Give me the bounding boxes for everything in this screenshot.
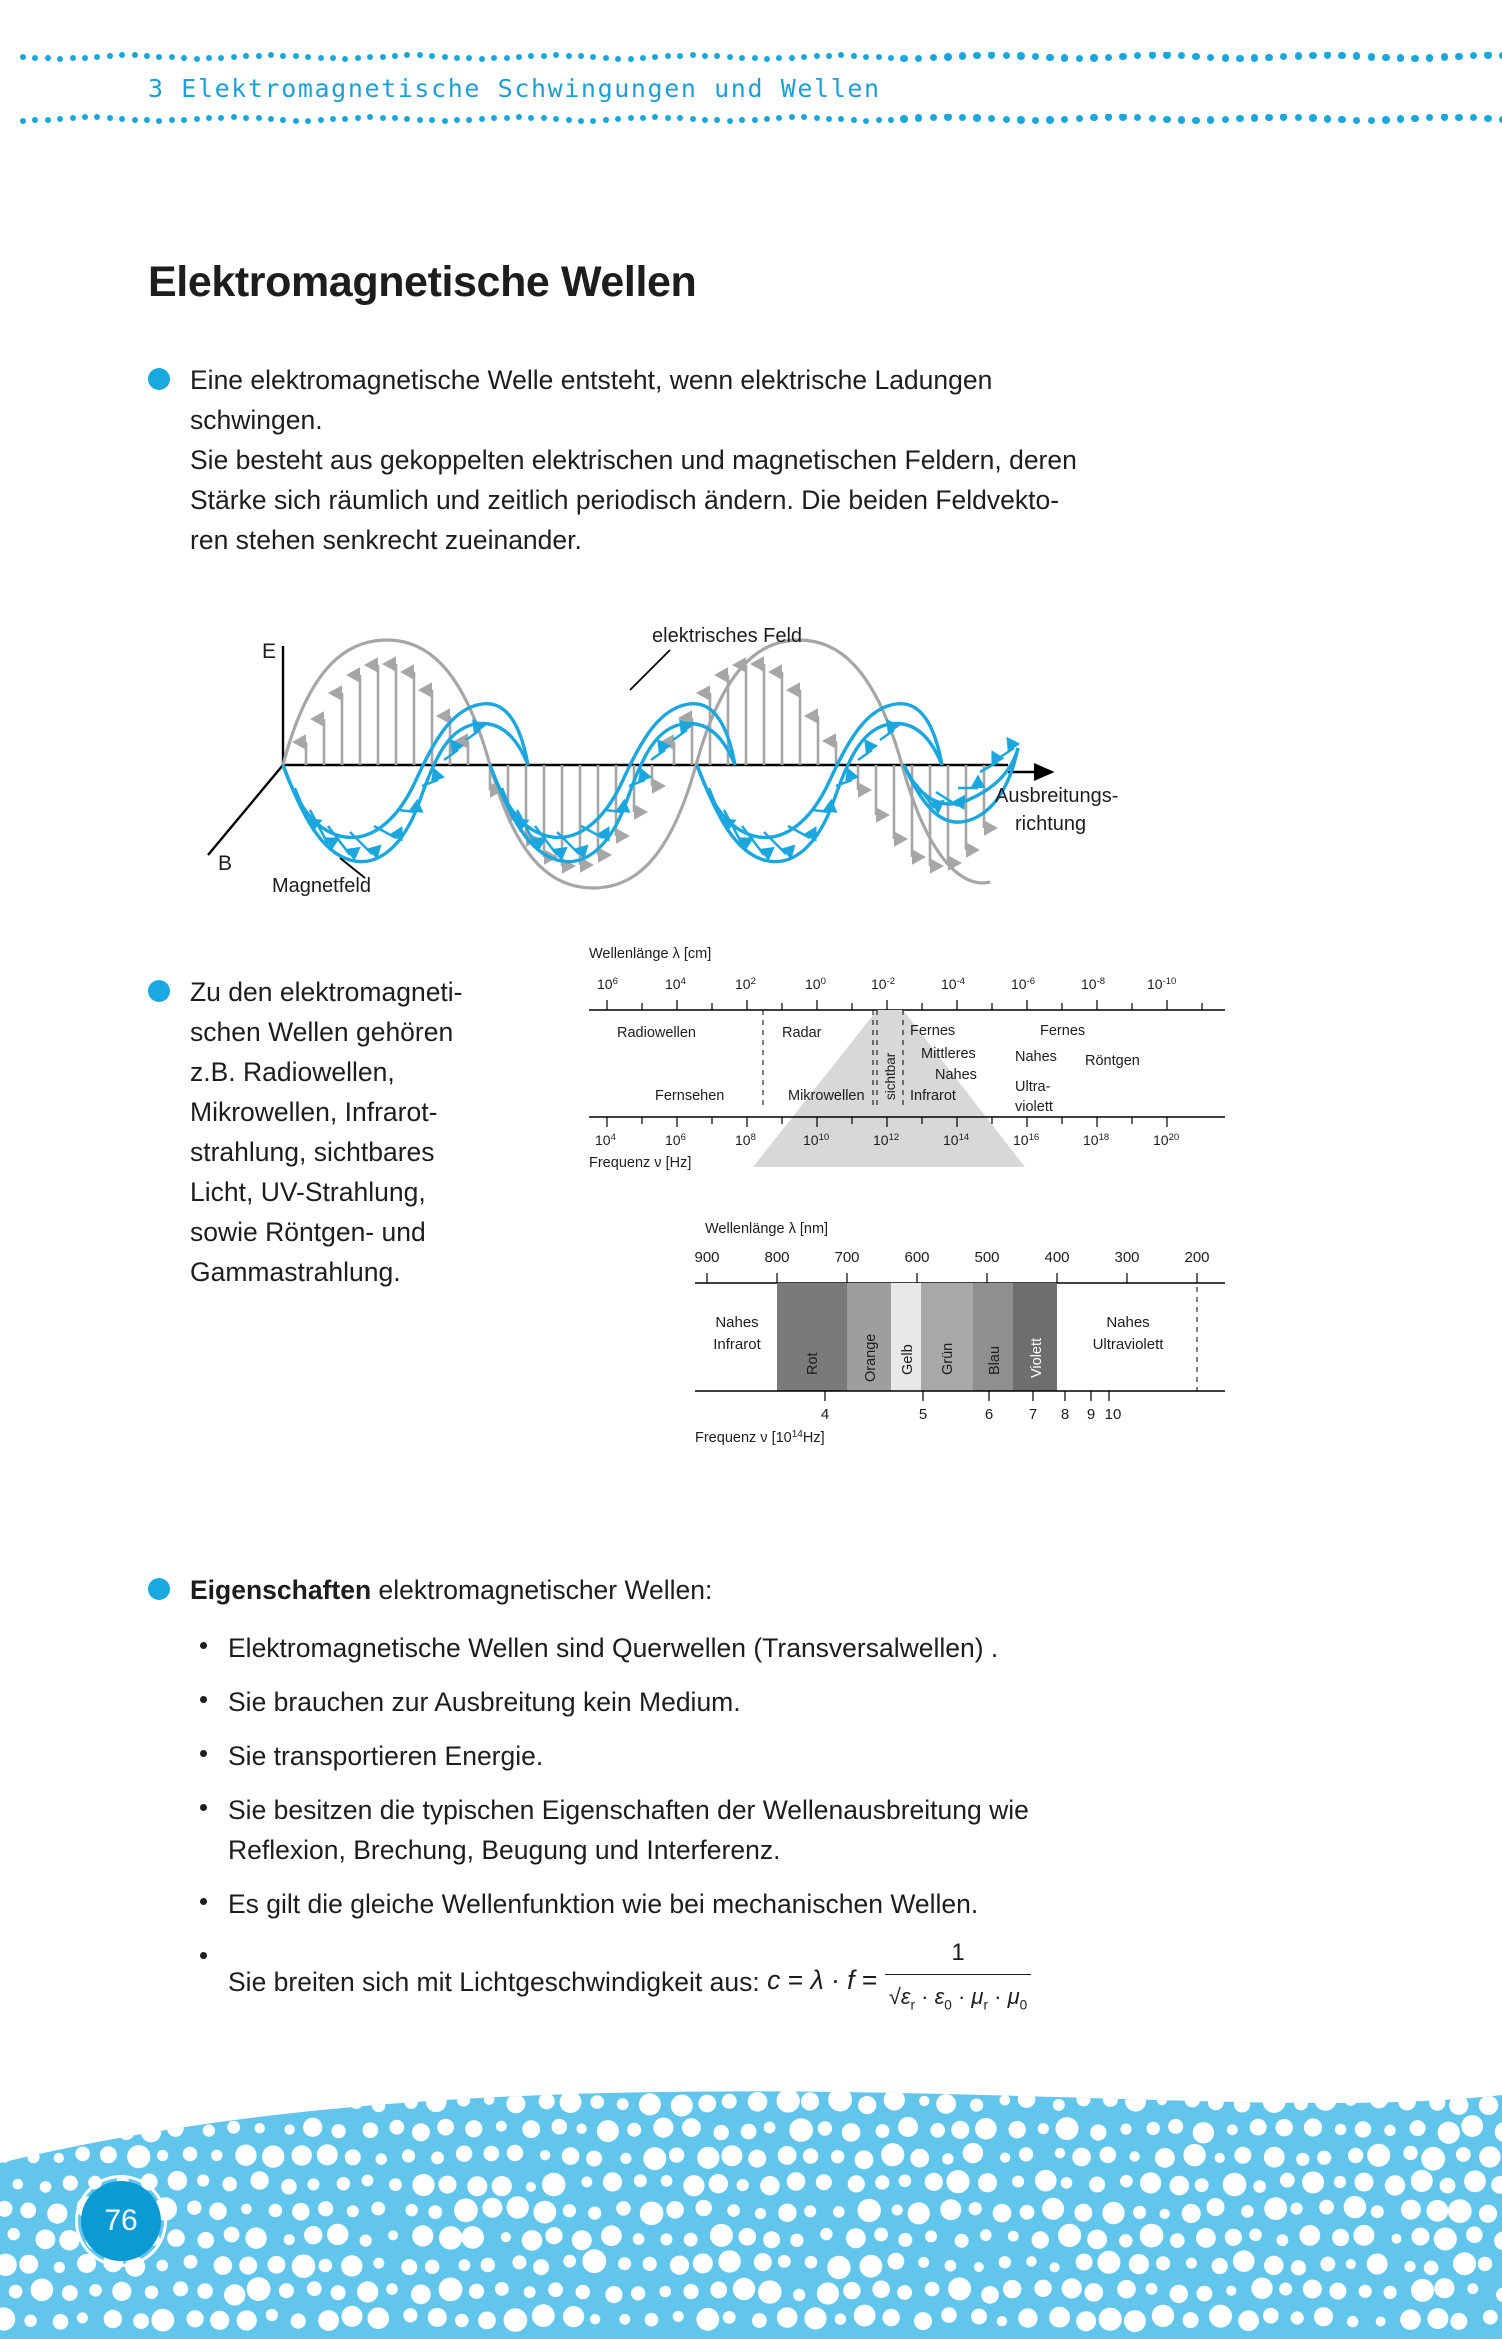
label-rot: Rot <box>805 1352 821 1375</box>
axis-label-b: B <box>218 852 233 875</box>
band-ir-nahes: Nahes <box>935 1067 977 1083</box>
property-item-cont <box>228 1830 1378 1870</box>
label-nahes-uv-1: Nahes <box>1106 1314 1150 1331</box>
em-wave-figure <box>200 620 1210 900</box>
label-direction-1: Ausbreitungs- <box>995 785 1119 807</box>
svg-text:1020: $10^{20}$ <box>1153 1132 1180 1148</box>
lightspeed-formula: c = λ · f = $\frac{1}{√\varepsilon_r \cdot \varepsilon_0 \cdot \mu_r \cdot \mu_0}$ <box>767 1936 1031 2028</box>
bullet-line: Sie besteht aus gekoppelten elektrischen und magnetischen Feldern, deren <box>190 445 1077 475</box>
svg-text:900: 900 <box>694 1249 720 1266</box>
list-bullet <box>200 1750 207 1757</box>
formula-lhs: c <box>767 1965 781 1996</box>
band-uv-nahes: Nahes <box>1015 1049 1057 1065</box>
label-direction-2: richtung <box>1015 813 1087 835</box>
svg-text:800: 800 <box>764 1249 790 1266</box>
axis-b <box>208 765 283 855</box>
band-sichtbar: sichtbar <box>883 1052 898 1100</box>
bullet-line: Zu den elektromagneti- <box>190 977 463 1007</box>
list-bullet <box>200 1804 207 1811</box>
dotted-rule-top <box>0 52 1502 62</box>
svg-text:1016: $10^{16}$ <box>1013 1132 1040 1148</box>
svg-text:10-4: $10^{-4}$ <box>941 976 966 992</box>
bullet-marker <box>148 980 170 1002</box>
svg-text:106: $10^6$ <box>597 976 618 992</box>
property-item <box>228 1682 1378 1722</box>
svg-text:1010: $10^{10}$ <box>803 1132 830 1148</box>
bullet-line: Gammastrahlung. <box>190 1257 401 1287</box>
bullet-line: Stärke sich räumlich und zeitlich periodisch ändern. Die beiden Feldvekto- <box>190 485 1060 515</box>
svg-text:4: 4 <box>820 1406 830 1423</box>
band-ultra: Ultra- <box>1015 1079 1051 1095</box>
bullet-marker <box>148 1578 170 1600</box>
band-radar: Radar <box>782 1025 822 1041</box>
label-gelb: Gelb <box>900 1344 916 1375</box>
svg-text:9: 9 <box>1086 1406 1096 1423</box>
svg-text:7: 7 <box>1028 1406 1038 1423</box>
svg-text:108: $10^8$ <box>735 1132 756 1148</box>
property-text: Sie besitzen die typischen Eigenschaften der Wellenausbreitung wie <box>228 1795 1029 1825</box>
property-item <box>228 1628 1378 1668</box>
bullet-definition <box>190 360 1370 560</box>
detail-freq-axis-label: Frequenz ν $[10^{14}Hz]$ <box>695 1429 825 1446</box>
svg-text:104: $10^4$ <box>595 1132 616 1148</box>
property-text: Sie transportieren Energie. <box>228 1741 544 1771</box>
property-item-formula <box>228 1938 1408 2030</box>
bullet-line: z.B. Radiowellen, <box>190 1057 395 1087</box>
label-nahes-ir-1: Nahes <box>715 1314 759 1331</box>
bullet-line: ren stehen senkrecht zueinander. <box>190 525 582 555</box>
label-electric-field: elektrisches Feld <box>652 625 803 647</box>
property-text: Sie brauchen zur Ausbreitung kein Medium. <box>228 1687 741 1717</box>
top-tick-labels <box>597 976 1176 992</box>
bullet-line: sowie Röntgen- und <box>190 1217 426 1247</box>
em-spectrum-svg <box>585 945 1375 1505</box>
svg-text:5: 5 <box>918 1406 928 1423</box>
svg-text:10-10: $10^{-10}$ <box>1147 976 1177 992</box>
label-gruen: Grün <box>940 1342 956 1375</box>
bullet-line: Licht, UV-Strahlung, <box>190 1177 426 1207</box>
svg-text:500: 500 <box>974 1249 1000 1266</box>
svg-text:104: $10^4$ <box>665 976 686 992</box>
property-text: Elektromagnetische Wellen sind Querwellen (Transversalwellen) . <box>228 1633 999 1663</box>
detail-top-axis-label: Wellenlänge λ [nm] <box>705 1221 829 1237</box>
band-infrarot: Infrarot <box>910 1088 956 1104</box>
svg-text:6: 6 <box>984 1406 994 1423</box>
page-number-badge <box>75 2175 167 2267</box>
em-wave-svg <box>200 620 1210 900</box>
detail-bottom-tickmarks <box>825 1391 1109 1401</box>
freq-tick-labels <box>595 1132 1179 1148</box>
band-ir-mittleres: Mittleres <box>921 1046 976 1062</box>
detail-bottom-ticks <box>821 1406 1122 1423</box>
label-nahes-uv-2: Ultraviolett <box>1092 1336 1164 1353</box>
svg-text:106: $10^6$ <box>665 1132 686 1148</box>
band-roentgen: Röntgen <box>1085 1053 1140 1069</box>
formula-numerator: 1 <box>885 1933 1031 1975</box>
list-bullet <box>200 1642 207 1649</box>
svg-text:600: 600 <box>904 1249 930 1266</box>
bullet-marker <box>148 368 170 390</box>
axis-label-e: E <box>262 640 277 663</box>
list-bullet <box>200 1952 207 1959</box>
dotted-rule-bottom <box>0 114 1502 124</box>
svg-text:300: 300 <box>1114 1249 1140 1266</box>
svg-text:400: 400 <box>1044 1249 1070 1266</box>
svg-text:700: 700 <box>834 1249 860 1266</box>
leader-electric <box>630 650 670 690</box>
band-fernsehen: Fernsehen <box>655 1088 725 1104</box>
svg-text:8: 8 <box>1060 1406 1070 1423</box>
bullet-line: schen Wellen gehören <box>190 1017 454 1047</box>
band-radiowellen: Radiowellen <box>617 1025 696 1041</box>
detail-top-ticks <box>694 1249 1209 1266</box>
detail-top-tickmarks <box>707 1273 1197 1283</box>
band-ir-fernes: Fernes <box>910 1023 956 1039</box>
properties-heading-bold: Eigenschaften <box>190 1575 372 1605</box>
properties-block <box>190 1570 1370 1610</box>
label-blau: Blau <box>987 1345 1003 1375</box>
page-title: Elektromagnetische Wellen <box>148 258 697 306</box>
label-nahes-ir-2: Infrarot <box>713 1336 761 1353</box>
page-footer <box>0 2059 1502 2339</box>
svg-text:1014: $10^{14}$ <box>943 1132 970 1148</box>
svg-text:10-6: $10^{-6}$ <box>1011 976 1036 992</box>
bullet-line: Mikrowellen, Infrarot- <box>190 1097 438 1127</box>
running-head <box>0 52 1502 132</box>
properties-heading <box>190 1570 1370 1610</box>
formula-denominator: $√\varepsilon_r \cdot \varepsilon_0 \cdot \mu_r \cdot \mu_0$ <box>888 1984 1028 2013</box>
bullet-line: schwingen. <box>190 405 323 435</box>
property-item <box>228 1790 1378 1830</box>
properties-heading-rest: elektromagnetischer Wellen: <box>371 1575 713 1605</box>
page-number: 76 <box>81 2181 161 2261</box>
bottom-axis-ticks <box>607 1117 1167 1127</box>
formula-fraction <box>885 1933 1031 2025</box>
list-bullet <box>200 1696 207 1703</box>
freq-axis-label: Frequenz ν [Hz] <box>589 1155 692 1171</box>
svg-text:10: 10 <box>1104 1406 1122 1423</box>
label-violett: Violett <box>1029 1337 1045 1378</box>
property-text: Es gilt die gleiche Wellenfunktion wie bei mechanischen Wellen. <box>228 1889 979 1919</box>
band-violett: violett <box>1015 1099 1053 1115</box>
svg-text:10-2: $10^{-2}$ <box>871 976 896 992</box>
bullet-line: strahlung, sichtbares <box>190 1137 435 1167</box>
label-orange: Orange <box>863 1333 879 1382</box>
svg-text:10-8: $10^{-8}$ <box>1081 976 1106 992</box>
list-bullet <box>200 1898 207 1905</box>
property-text: Sie breiten sich mit Lichtgeschwindigkeit aus: <box>228 1967 768 1998</box>
band-uv-fernes: Fernes <box>1040 1023 1086 1039</box>
label-magnetic-field: Magnetfeld <box>272 875 371 897</box>
svg-text:100: $10^0$ <box>805 976 826 992</box>
svg-text:200: 200 <box>1184 1249 1210 1266</box>
running-head-text: 3 Elektromagnetische Schwingungen und Wellen <box>148 74 881 103</box>
svg-text:1018: $10^{18}$ <box>1083 1132 1110 1148</box>
band-mikrowellen: Mikrowellen <box>788 1088 865 1104</box>
bullet-line: Eine elektromagnetische Welle entsteht, wenn elektrische Ladungen <box>190 365 993 395</box>
property-item <box>228 1884 1378 1924</box>
property-text: Reflexion, Brechung, Beugung und Interferenz. <box>228 1835 781 1865</box>
top-axis-label: Wellenlänge λ [cm] <box>589 946 712 962</box>
svg-text:102: $10^2$ <box>735 976 756 992</box>
svg-text:1012: $10^{12}$ <box>873 1132 900 1148</box>
bullet-spectrum <box>190 972 550 1292</box>
em-spectrum-figure <box>585 945 1375 1505</box>
footer-decoration <box>0 2059 1502 2339</box>
top-axis-ticks <box>607 1000 1202 1010</box>
property-item <box>228 1736 1378 1776</box>
